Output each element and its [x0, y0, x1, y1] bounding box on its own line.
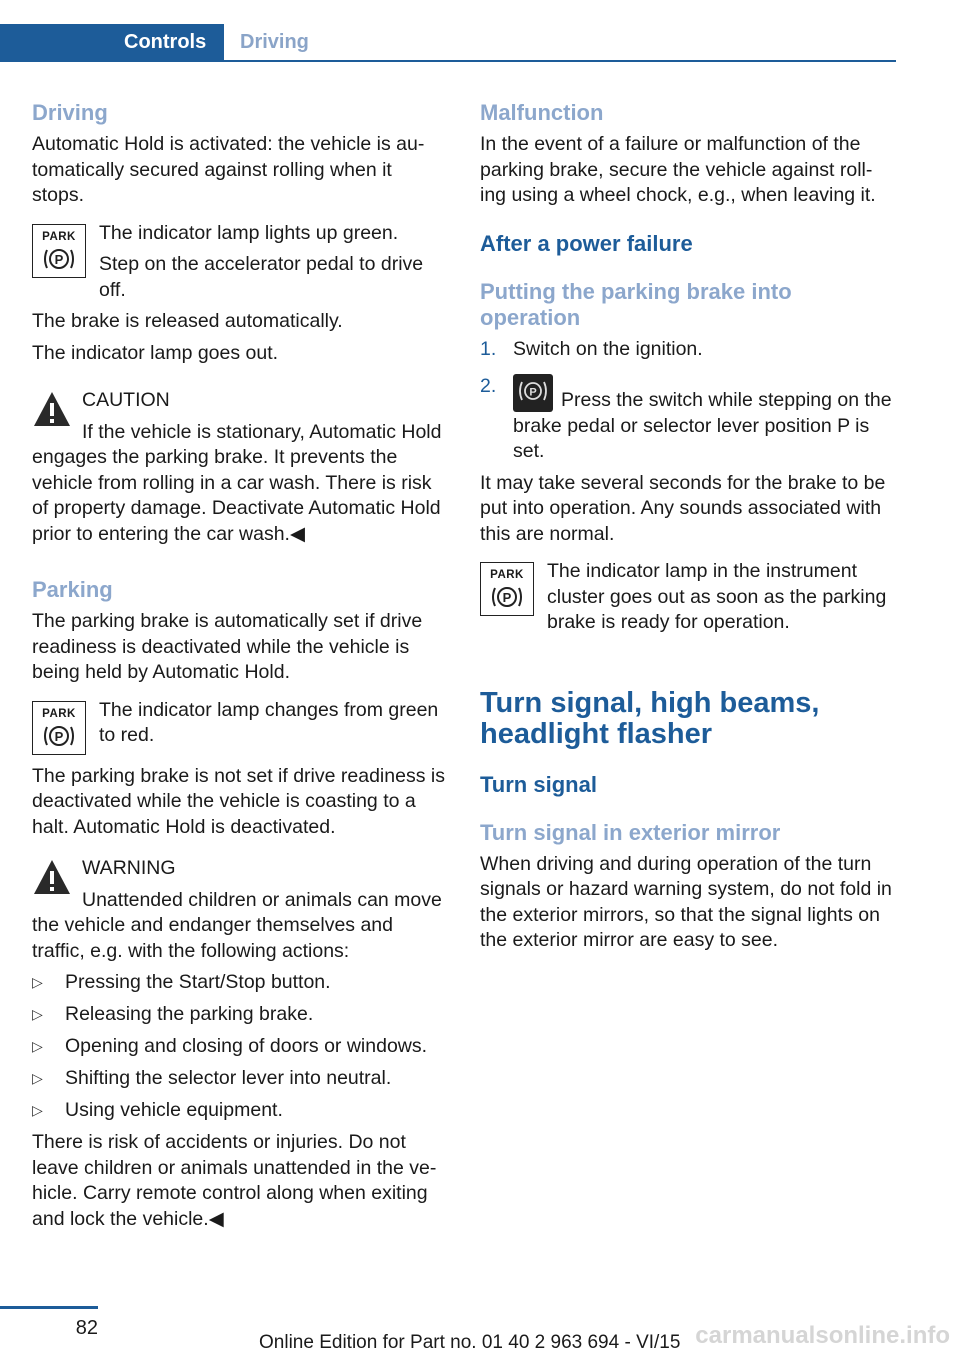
brake-released-text: The brake is released automatically.: [32, 310, 343, 332]
list-item: ▷ Opening and closing of doors or windows.: [32, 1034, 448, 1060]
indicator-green-block: [32, 221, 448, 304]
park-indicator-icon: [32, 224, 86, 278]
park-indicator-icon: [32, 701, 86, 755]
step-accelerator-text: Step on the accelerator pedal to drive off.: [99, 253, 424, 301]
lamp-out-text: The indicator lamp goes out.: [32, 341, 279, 364]
mirror-text: When driving and during operation of the turn signals or hazard warning system, do not fold in the exterior mirrors, so that the signal lights on the exterior mirror are easy to see.: [480, 852, 892, 951]
list-item: ▷ Releasing the parking brake.: [32, 1002, 448, 1028]
watermark: carmanualsonline.info: [695, 1322, 950, 1349]
risk-text: There is risk of accidents or injuries. Do not leave children or animals unattended in the ve‐ hicle. Carry remote control along when exiting and lock the vehicle.◀: [32, 1131, 437, 1230]
caution-triangle-icon: [32, 390, 72, 428]
indicator-change-block: [32, 698, 448, 756]
park-icon-label: PARK: [490, 569, 524, 581]
warning-text: Unattended children or animals can move the vehicle and endanger themselves and traffic, e.g. with the following actions:: [32, 888, 442, 962]
bullet-marker: ▷: [32, 1038, 43, 1054]
list-item: [480, 337, 896, 363]
header-tab-bar: [0, 24, 896, 62]
indicator-cluster-block: [480, 559, 896, 636]
caution-label: CAUTION: [82, 389, 170, 411]
warning-block: [32, 856, 448, 964]
step-number: 2.: [480, 375, 497, 397]
parking-heading: Parking: [32, 577, 113, 602]
bullet-marker: ▷: [32, 1070, 43, 1086]
caution-block: [32, 388, 448, 547]
svg-text:P: P: [54, 728, 64, 744]
list-item: ▷ Pressing the Start/Stop button.: [32, 970, 448, 996]
park-icon-label: PARK: [42, 230, 76, 243]
steps-list: [480, 337, 896, 465]
cluster-text: The indicator lamp in the instrument cluster goes out as soon as the parking brake is ready for operation.: [547, 560, 887, 633]
malfunction-heading: Malfunction: [480, 100, 604, 125]
svg-text:P: P: [529, 386, 537, 399]
lamp-green-text: The indicator lamp lights up green.: [99, 221, 399, 244]
list-item: ▷ Using vehicle equipment.: [32, 1098, 448, 1124]
right-column: [480, 100, 896, 954]
park-icon-label: PARK: [42, 707, 76, 720]
turn-signal-heading: Turn signal: [480, 771, 597, 797]
malfunction-text: In the event of a failure or malfunction of the parking brake, secure the vehicle against roll‐ ing using a wheel chock, e.g., when leaving it.: [480, 133, 876, 206]
warning-action-list: [32, 970, 448, 1124]
lamp-change-text: The indicator lamp changes from green to red.: [99, 698, 439, 746]
parking-brake-symbol-icon: [490, 584, 524, 610]
warning-label: WARNING: [82, 857, 176, 879]
parking-brake-switch-icon: [513, 374, 553, 412]
list-item: [480, 374, 896, 465]
bullet-marker: ▷: [32, 1006, 43, 1022]
putting-into-operation-heading: Putting the parking brake into operation: [480, 278, 792, 330]
tab-driving[interactable]: Driving: [240, 31, 309, 53]
parking-brake-symbol-icon: [42, 246, 76, 272]
driving-text: Automatic Hold is activated: the vehicle is au‐ tomatically secured against rolling when it stops.: [32, 133, 425, 206]
caution-text: If the vehicle is stationary, Automatic Hold engages the parking brake. It prevents the vehicle from rolling in a car wash. There is risk of property damage. Deactivate Automatic Hold prior to entering the car wash.◀: [32, 420, 442, 545]
driving-heading: Driving: [32, 100, 108, 125]
step-text: Press the switch while stepping on the brake pedal or selector lever position P is set.: [513, 389, 892, 462]
tab-controls[interactable]: Controls: [0, 24, 224, 60]
left-column: [32, 100, 448, 1232]
parking-brake-symbol-icon: [42, 723, 76, 749]
step-text: Switch on the ignition.: [513, 337, 703, 360]
page-number-bar: [0, 1306, 98, 1309]
power-failure-heading: After a power failure: [480, 230, 693, 256]
mirror-heading: Turn signal in exterior mirror: [480, 819, 781, 845]
warning-triangle-icon: [32, 858, 72, 896]
list-item: ▷ Shifting the selector lever into neutral.: [32, 1066, 448, 1092]
not-set-text: The parking brake is not set if drive readiness is deactivated while the vehicle is coasting to a halt. Automatic Hold is deactivated.: [32, 764, 445, 838]
svg-text:P: P: [54, 251, 64, 267]
svg-text:P: P: [502, 590, 512, 605]
header-divider: [0, 60, 896, 62]
parking-text: The parking brake is automatically set if drive readiness is deactivated while the vehicle is being held by Automatic Hold.: [32, 610, 423, 683]
seconds-text: It may take several seconds for the brake to be put into operation. Any sounds associated with this are normal.: [480, 471, 886, 545]
step-number: 1.: [480, 337, 497, 360]
edition-footer: Online Edition for Part no. 01 40 2 963 694 - VI/15: [259, 1332, 681, 1353]
bullet-marker: ▷: [32, 1102, 43, 1118]
park-indicator-icon: [480, 562, 534, 616]
page-number: 82: [75, 1317, 98, 1339]
bullet-marker: ▷: [32, 974, 43, 990]
chapter-heading: Turn signal, high beams, headlight flasher: [480, 686, 820, 750]
